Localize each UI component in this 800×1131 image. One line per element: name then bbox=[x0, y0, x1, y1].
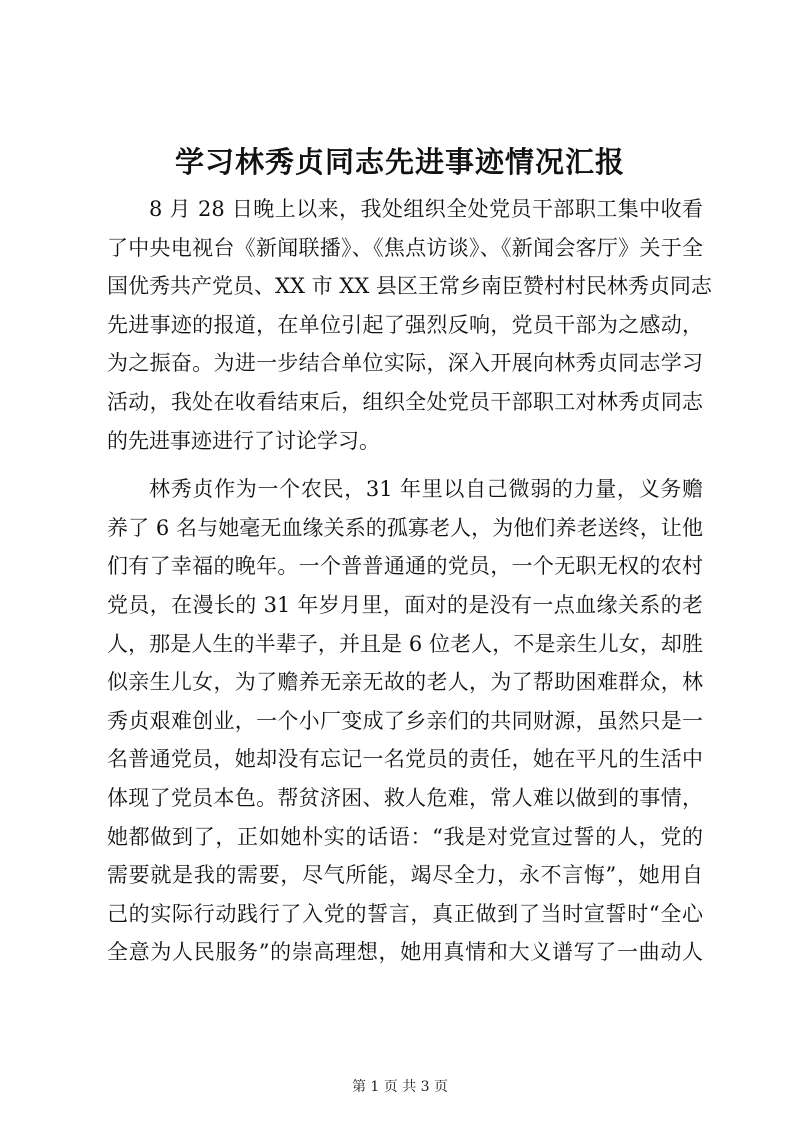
text-line: 8 月 28 日晚上以来，我处组织全处党员干部职工集中收看 bbox=[149, 197, 703, 221]
text-line: 名普通党员，她却没有忘记一名党员的责任，她在平凡的生活中 bbox=[107, 747, 703, 772]
document-body bbox=[107, 190, 712, 1010]
text-line: 活动，我处在收看结束后，组织全处党员干部职工对林秀贞同志 bbox=[107, 389, 703, 414]
text-line bbox=[107, 972, 703, 1011]
text-line: 己的实际行动践行了入党的誓言，真正做到了当时宣誓时“全心 bbox=[107, 901, 703, 926]
text-line: 她都做到了，正如她朴实的话语：“我是对党宣过誓的人，党的 bbox=[107, 824, 703, 849]
text-line: 人，那是人生的半辈子，并且是 6 位老人，不是亲生儿女，却胜 bbox=[107, 631, 703, 656]
text-line: 党员，在漫长的 31 年岁月里，面对的是没有一点血缘关系的老 bbox=[107, 592, 703, 617]
paragraph-2 bbox=[107, 470, 703, 1010]
paragraph-spacer bbox=[107, 460, 703, 470]
text-line: 体现了党员本色。帮贫济困、救人危难，常人难以做到的事情， bbox=[107, 785, 703, 810]
text-line: 们有了幸福的晚年。一个普普通通的党员，一个无职无权的农村 bbox=[107, 554, 703, 579]
text-line: 需要就是我的需要，尽气所能，竭尽全力，永不言悔”，她用自 bbox=[107, 863, 703, 888]
text-line: 国优秀共产党员、XX 市 XX 县区王常乡南臣赞村村民林秀贞同志 bbox=[107, 274, 712, 299]
text-line: 为之振奋。为进一步结合单位实际，深入开展向林秀贞同志学习 bbox=[107, 351, 703, 376]
page-footer: 第 1 页 共 3 页 bbox=[351, 1079, 449, 1095]
paragraph-1 bbox=[107, 190, 712, 460]
text-line: 养了 6 名与她毫无血缘关系的孤寡老人，为他们养老送终，让他 bbox=[107, 515, 703, 540]
text-line: 林秀贞作为一个农民，31 年里以自己微弱的力量，义务赡 bbox=[149, 477, 703, 502]
document-title: 学习林秀贞同志先进事迹情况汇报 bbox=[174, 145, 625, 179]
text-line: 的先进事迹进行了讨论学习。 bbox=[107, 428, 380, 453]
text-line: 秀贞艰难创业，一个小厂变成了乡亲们的共同财源，虽然只是一 bbox=[107, 708, 703, 733]
text-line: 全意为人民服务”的崇高理想，她用真情和大义谱写了一曲动人 bbox=[107, 940, 703, 965]
text-line: 了中央电视台《新闻联播》、《焦点访谈》、《新闻会客厅》关于全 bbox=[107, 235, 703, 260]
text-line: 似亲生儿女，为了赡养无亲无故的老人，为了帮助困难群众，林 bbox=[107, 670, 703, 695]
text-line: 先进事迹的报道，在单位引起了强烈反响，党员干部为之感动， bbox=[107, 312, 703, 337]
